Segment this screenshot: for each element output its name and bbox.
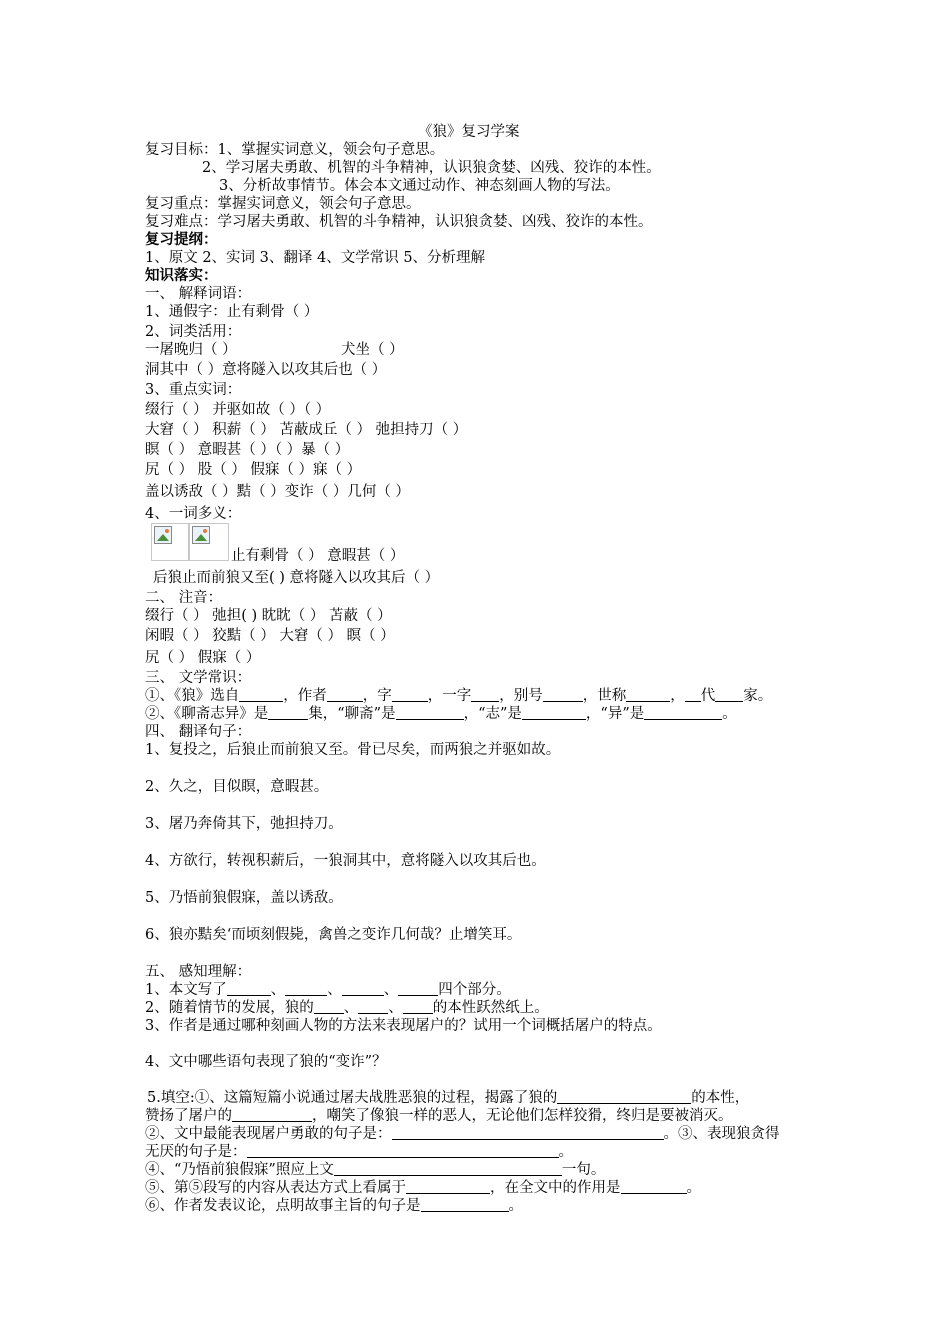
s6-line-3: ②、文中最能表现屠户勇敢的句子是： 。③、表现狼贪得 [145, 1126, 780, 1142]
s1-line-3b: 犬坐（ ） [341, 342, 404, 358]
s5-line-3: 3、作者是通过哪种刻画人物的方法来表现屠户的？试用一个词概括屠户的特点。 [145, 1018, 662, 1034]
s1-line-5: 3、重点实词： [145, 382, 242, 398]
s6-line-2: 赞扬了屠户的 ，嘲笑了像狼一样的恶人，无论他们怎样狡猾，终归是要被消灭。 [145, 1108, 733, 1124]
section-2-heading: 二、 注音： [145, 590, 223, 606]
section-5-heading: 五、 感知理解： [145, 964, 252, 980]
practice-heading: 知识落实： [145, 267, 218, 284]
translate-item-5: 5、乃悟前狼假寐，盖以诱敌。 [145, 890, 343, 906]
s6-line-7: ⑥、作者发表议论，点明故事主旨的句子是 。 [145, 1198, 523, 1214]
s1-line-2: 2、词类活用： [145, 324, 242, 340]
page-title: 《狼》复习学案 [418, 124, 520, 140]
s1-line-9: 尻（ ） 股（ ） 假寐（ ）寐（ ） [145, 462, 362, 478]
s3-line-1: ①、《狼》选自 ，作者 ，字 ，一字 ，别号 ，世称 ， 代 家。 [145, 688, 773, 704]
review-difficulty: 复习难点：学习屠夫勇敢、机智的斗争精神，认识狼贪婪、凶残、狡诈的本性。 [145, 214, 653, 230]
broken-image-icon [151, 523, 189, 561]
section-4-heading: 四、 翻译句子： [145, 724, 252, 740]
translate-item-4: 4、方欲行，转视积薪后，一狼洞其中，意将隧入以攻其后也。 [145, 853, 546, 869]
s1-line-12: 止有剩骨（ ） 意暇甚（ ） [231, 548, 405, 564]
s2-line-2: 闲暇（ ） 狡黠（ ） 大窘（ ） 瞑（ ） [145, 628, 395, 644]
s1-line-6: 缀行（ ） 并驱如故（ ）（ ） [145, 402, 331, 418]
s1-line-11: 4、一词多义： [145, 506, 242, 522]
s2-line-1: 缀行（ ） 弛担( ) 眈眈（ ） 苫蔽（ ） [145, 608, 392, 624]
translate-item-2: 2、久之，目似瞑，意暇甚。 [145, 779, 329, 795]
s5-line-1: 1、本文写了 、 、 、 四个部分。 [145, 982, 511, 998]
s5-line-2: 2、随着情节的发展，狼的 、 、 的本性跃然纸上。 [145, 1000, 549, 1016]
s5-line-4: 4、文中哪些语句表现了狼的“变诈”？ [145, 1054, 387, 1070]
s1-line-7: 大窘（ ） 积薪（ ） 苫蔽成丘（ ） 弛担持刀（ ） [145, 422, 468, 438]
section-3-heading: 三、 文学常识： [145, 670, 252, 686]
outline-heading: 复习提纲： [145, 231, 218, 248]
broken-image-icon [189, 523, 229, 561]
s1-line-1: 1、通假字：止有剩骨（ ） [145, 304, 319, 320]
s6-line-5: ④、“乃悟前狼假寐”照应上文 一句。 [145, 1162, 606, 1178]
s2-line-3: 尻（ ） 假寐（ ） [145, 650, 261, 666]
s6-line-6: ⑤、第⑤段写的内容从表达方式上看属于 ，在全文中的作用是 。 [145, 1180, 701, 1196]
translate-item-6: 6、狼亦黠矣‘而顷刻假毙，禽兽之变诈几何哉？止增笑耳。 [145, 927, 522, 943]
s1-line-10: 盖以诱敌（ ）黠（ ）变诈（ ）几何（ ） [145, 484, 410, 500]
s6-line-1: 5.填空:①、这篇短篇小说通过屠夫战胜恶狼的过程，揭露了狼的 的本性， [147, 1090, 750, 1106]
s1-line-3a: 一屠晚归（ ） [145, 342, 237, 358]
translate-item-3: 3、屠乃奔倚其下，弛担持刀。 [145, 816, 343, 832]
goal-3: 3、分析故事情节。体会本文通过动作、神态刻画人物的写法。 [219, 178, 620, 194]
s6-line-4: 无厌的句子是： 。 [145, 1144, 573, 1160]
review-key-point: 复习重点：掌握实词意义，领会句子意思。 [145, 196, 421, 212]
goal-2: 2、学习屠夫勇敢、机智的斗争精神，认识狼贪婪、凶残、狡诈的本性。 [202, 160, 661, 176]
s1-line-8: 瞑（ ） 意暇甚（ ）（ ）暴（ ） [145, 442, 350, 458]
translate-item-1: 1、复投之，后狼止而前狼又至。骨已尽矣，而两狼之并驱如故。 [145, 742, 561, 758]
s3-line-2: ②、《聊斋志异》是 集，“聊斋”是 ，“志”是 ，“异”是 。 [145, 706, 737, 722]
goal-1: 复习目标：1、掌握实词意义，领会句子意思。 [145, 142, 445, 158]
outline-items: 1、原文 2、实词 3、翻译 4、文学常识 5、分析理解 [145, 250, 486, 266]
s1-line-13: 后狼止而前狼又至( ) 意将隧入以攻其后（ ） [153, 570, 440, 586]
section-1-heading: 一、 解释词语： [145, 286, 252, 302]
s1-line-4: 洞其中（ ）意将隧入以攻其后也（ ） [145, 362, 387, 378]
